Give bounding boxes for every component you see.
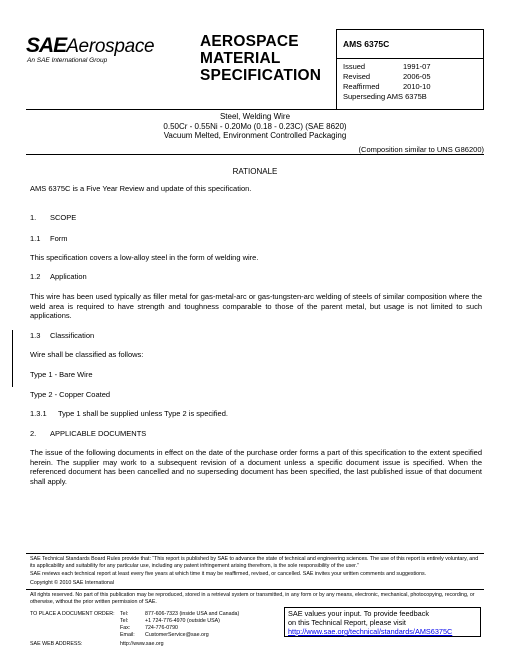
feedback-line-1: SAE values your input. To provide feedback [288,609,430,618]
header-left-rule [336,29,337,109]
doc-number: AMS 6375C [343,39,390,49]
web-address: http://www.sae.org [120,641,164,647]
footer-mid-rule [26,589,484,590]
revision-date: 2010-10 [403,82,431,91]
section-1-2-heading [30,272,87,281]
revision-date: 1991-07 [403,62,431,71]
revision-row [343,82,483,92]
web-label: SAE WEB ADDRESS: [30,641,83,647]
revision-label: Reaffirmed [343,82,380,91]
composition-note: (Composition similar to UNS G86200) [358,145,484,154]
section-1-heading [30,213,76,222]
order-label: TO PLACE A DOCUMENT ORDER: [30,611,115,617]
material-composition: 0.50Cr - 0.55Ni - 0.20Mo (0.18 - 0.23C) (SAE 8620) [163,121,347,131]
section-number: 1.1 [30,234,41,243]
section-1-2-text: This wire has been used typically as filler metal for gas-metal-arc or gas-tungsten-arc welding of steels of similar composition where the weld area is required to have strength and toughness comparable to those of the parent metal, but usage is not limited to such applications. [30,292,482,320]
section-number: 1. [30,213,37,222]
document-type-title [200,33,321,84]
section-1-3-text: Wire shall be classified as follows: [30,350,144,359]
rationale-heading: RATIONALE [232,167,278,176]
email-label: Email: [120,632,135,638]
section-number: 1.2 [30,272,41,281]
revision-label: Issued [343,62,366,71]
tel2-label: Tel: [120,618,129,624]
section-title: APPLICABLE DOCUMENTS [50,429,147,438]
section-title: SCOPE [50,213,77,222]
section-1-1-text: This specification covers a low-alloy steel in the form of welding wire. [30,253,259,262]
section-2-text: The issue of the following documents in effect on the date of the purchase order forms a part of this specification to the extent specified herein. The supplier may work to a subsequent revision of a document unless a specific document issue is specified. When the referenced document has been cancelled and no superseding document has been specified, the last published issue of that document shall apply. [30,448,482,486]
footer-copyright: Copyright © 2010 SAE International [30,580,114,586]
header-top-rule [336,29,484,30]
header-right-rule [483,29,484,109]
revision-label: Revised [343,72,371,81]
tel2-number: +1 724-776-4970 (outside USA) [145,618,220,624]
title-line-1: AEROSPACE [200,33,299,50]
revision-row [343,72,483,82]
type-2-item: Type 2 - Copper Coated [30,390,111,399]
section-text: Type 1 shall be supplied unless Type 2 is specified. [58,409,228,418]
rationale-text: AMS 6375C is a Five Year Review and update of this specification. [30,184,252,193]
logo-wordmark [26,34,154,58]
section-1-3-1 [30,409,228,418]
section-title: Classification [50,331,95,340]
logo-aerospace-text: Aerospace [66,36,155,57]
email-address: CustomerService@sae.org [145,632,209,638]
fax-number: 724-776-0790 [145,625,178,631]
footer-review-text: SAE reviews each technical report at least every five years at which time it may be reaffirmed, revised, or cancelled. SAE invites your written comments and suggestions. [30,571,427,577]
revision-row [343,92,483,102]
type-1-item: Type 1 - Bare Wire [30,370,93,379]
section-2-heading [30,429,146,438]
header-bottom-rule [26,109,484,110]
feedback-link[interactable]: http://www.sae.org/technical/standards/AMS6375C [288,627,453,636]
feedback-box [284,607,481,637]
feedback-line-2: on this Technical Report, please visit [288,618,406,627]
title-bottom-rule [26,154,484,155]
tel-number: 877-606-7323 (inside USA and Canada) [145,611,240,617]
section-1-3-heading [30,331,94,340]
section-number: 1.3.1 [30,409,47,418]
revision-history [343,62,483,102]
superseding-note: Superseding AMS 6375B [343,92,427,101]
section-number: 2. [30,429,37,438]
footer-rules-text: SAE Technical Standards Board Rules provide that: “This report is published by SAE to advance the state of technical and engineering sciences. The use of this report is entirely voluntary, and its applicability and suitability for any particular use, including any patent infringement arising therefrom, is the sole responsibility of the user.” [30,556,479,569]
section-number: 1.3 [30,331,41,340]
material-process: Vacuum Melted, Environment Controlled Packaging [163,131,347,140]
section-title: Form [50,234,68,243]
footer-top-rule [26,553,484,554]
revision-row [343,62,483,72]
material-name: Steel, Welding Wire [219,112,291,121]
revision-date: 2006-05 [403,72,431,81]
section-title: Application [50,272,87,281]
tel-label: Tel: [120,611,129,617]
logo-tagline: An SAE International Group [27,57,108,64]
sae-aerospace-logo [26,30,196,84]
material-title-block [26,112,484,141]
revision-change-bar [12,330,13,387]
footer-rights-text: All rights reserved. No part of this publication may be reproduced, stored in a retrieval system or transmitted, in any form or by any means, electronic, mechanical, photocopying, recording, or otherwise, without the prior written permission of SAE. [30,592,475,605]
title-line-3: SPECIFICATION [200,67,322,84]
logo-sae-text: SAE [26,34,67,57]
title-line-2: MATERIAL [200,50,281,67]
section-1-1-heading [30,234,68,243]
fax-label: Fax: [120,625,131,631]
header-mid-rule [336,58,484,59]
